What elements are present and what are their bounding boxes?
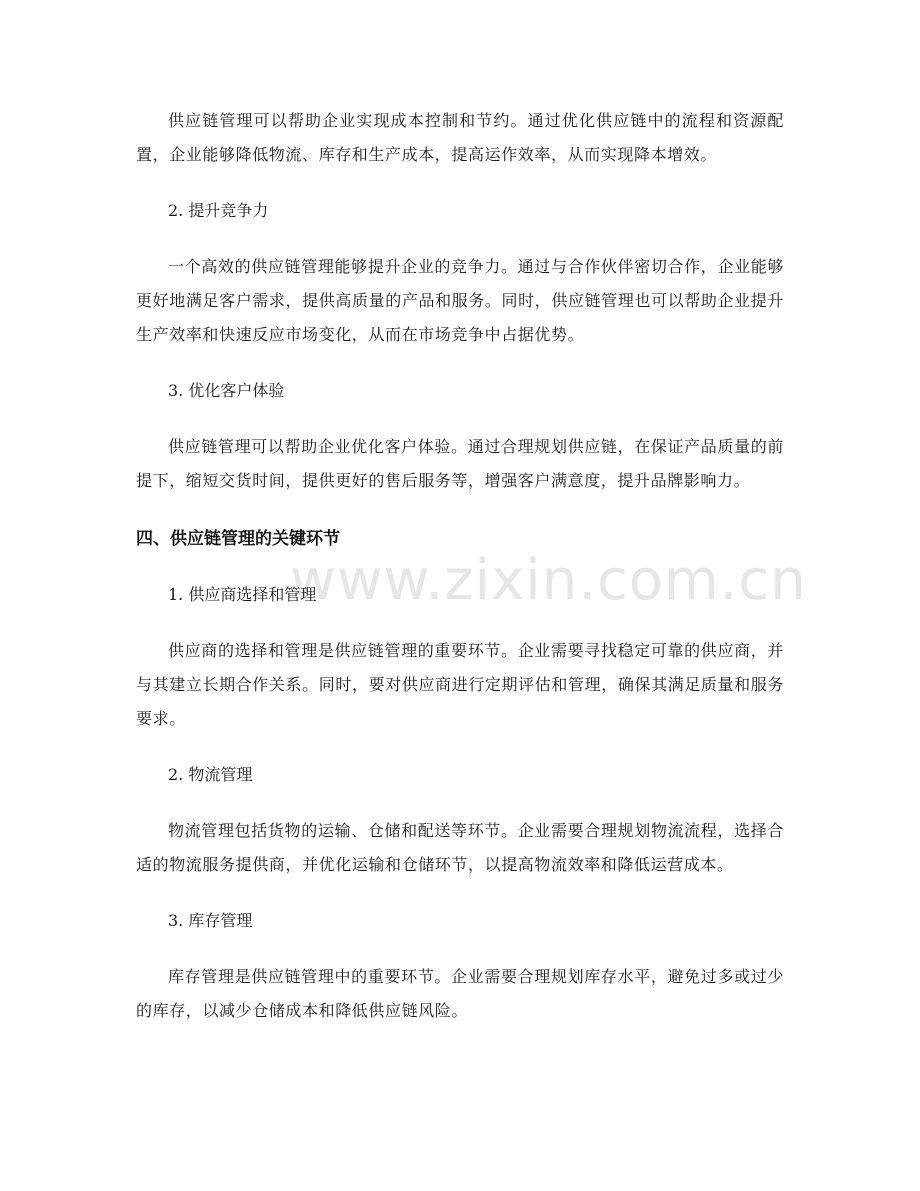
paragraph-customer-experience: 供应链管理可以帮助企业优化客户体验。通过合理规划供应链，在保证产品质量的前提下，缩短交货时间，提供更好的售后服务等，增强客户满意度，提升品牌影响力。	[136, 437, 784, 490]
document-body	[136, 104, 784, 1028]
subheading-inventory: 3. 库存管理	[168, 911, 253, 930]
paragraph-competitiveness: 一个高效的供应链管理能够提升企业的竞争力。通过与合作伙伴密切合作，企业能够更好地满足客户需求，提供高质量的产品和服务。同时，供应链管理也可以帮助企业提升生产效率和快速反应市场变化，从而在市场竞争中占据优势。	[136, 257, 784, 344]
watermark: www.zixin.com.cn	[290, 548, 807, 613]
paragraph-logistics: 物流管理包括货物的运输、仓储和配送等环节。企业需要合理规划物流流程，选择合适的物流服务提供商，并优化运输和仓储环节，以提高物流效率和降低运营成本。	[136, 821, 784, 874]
paragraph-inventory: 库存管理是供应链管理中的重要环节。企业需要合理规划库存水平，避免过多或过少的库存，以减少仓储成本和降低供应链风险。	[136, 967, 784, 1020]
paragraph-cost-control: 供应链管理可以帮助企业实现成本控制和节约。通过优化供应链中的流程和资源配置，企业能够降低物流、库存和生产成本，提高运作效率，从而实现降本增效。	[136, 111, 784, 164]
subheading-supplier: 1. 供应商选择和管理	[168, 585, 317, 604]
subheading-customer-experience: 3. 优化客户体验	[168, 381, 285, 400]
section-title-key-links: 四、供应链管理的关键环节	[136, 529, 340, 549]
subheading-competitiveness: 2. 提升竞争力	[168, 201, 269, 220]
paragraph-supplier: 供应商的选择和管理是供应链管理的重要环节。企业需要寻找稳定可靠的供应商，并与其建立长期合作关系。同时，要对供应商进行定期评估和管理，确保其满足质量和服务要求。	[136, 641, 784, 728]
subheading-logistics: 2. 物流管理	[168, 765, 253, 784]
